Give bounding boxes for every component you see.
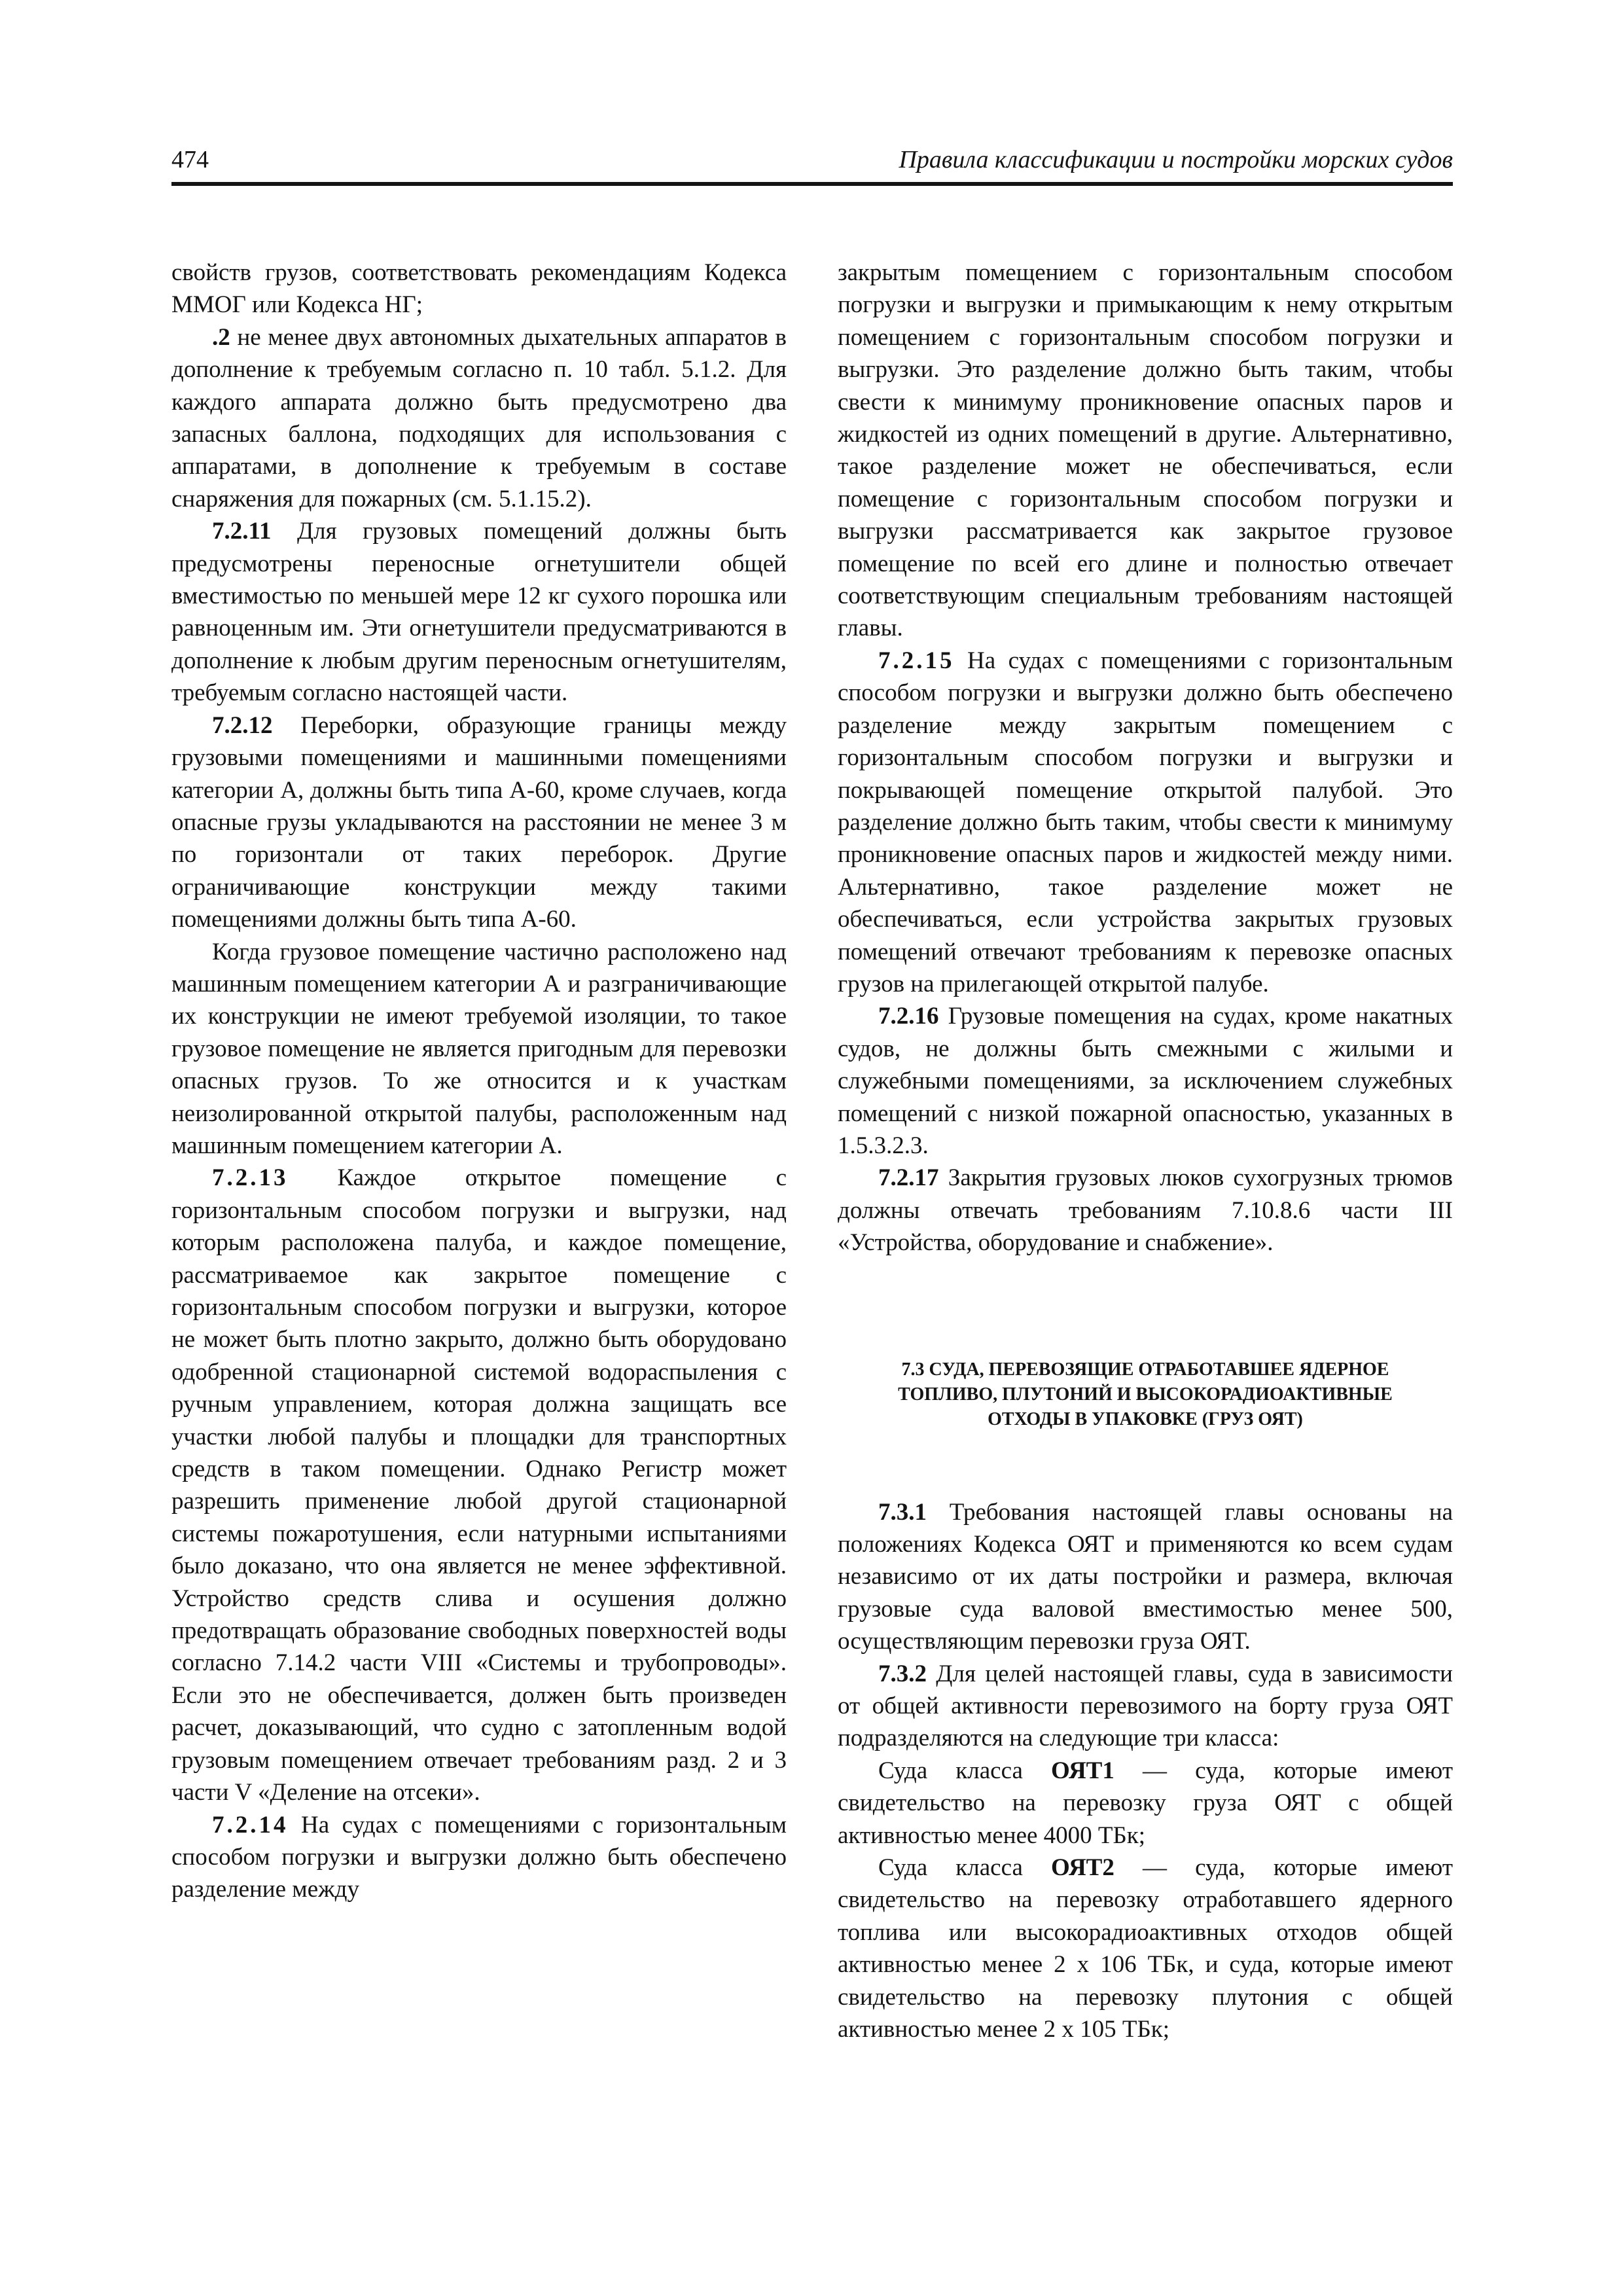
- paragraph-text: Суда класса: [878, 1854, 1052, 1882]
- paragraph: [838, 1658, 1453, 1755]
- page-header: [171, 143, 1453, 186]
- clause-number: 7.2.12: [212, 711, 273, 739]
- page-number: 474: [171, 146, 209, 173]
- paragraph: [838, 1162, 1453, 1259]
- paragraph-text: — суда, которые имеют свидетельство на перевозку отработавшего ядерного топлива или высокорадиоактивных отходов общей активностью менее 2 х 106 ТБк, и суда, которые имеют свидетельство на перевозку плутония с общей активностью менее 2 х 105 ТБк;: [838, 1854, 1453, 2043]
- paragraph: [171, 321, 787, 515]
- paragraph: [171, 936, 787, 1162]
- paragraph-text: Требования настоящей главы основаны на положениях Кодекса ОЯТ и применяются ко всем судам независимо от их даты постройки и размера, включая грузовые суда валовой вместимостью менее 500, осуществляющим перевозки груза ОЯТ.: [838, 1498, 1453, 1655]
- class-name: ОЯТ1: [1051, 1757, 1115, 1784]
- paragraph-text: — суда, которые имеют свидетельство на перевозку груза ОЯТ с общей активностью менее 4000 ТБк;: [838, 1757, 1453, 1849]
- section-title-line: ТОПЛИВО, ПЛУТОНИЙ И ВЫСОКОРАДИОАКТИВНЫЕ: [898, 1384, 1393, 1405]
- clause-number: 7.2.15: [878, 647, 955, 674]
- paragraph: [838, 1496, 1453, 1658]
- paragraph-text: не менее двух автономных дыхательных аппаратов в дополнение к требуемым согласно п. 10 табл. 5.1.2. Для каждого аппарата должно быть предусмотрено два запасных баллона, подходящих для использования с аппаратами, в дополнение к требуемым в составе снаряжения для пожарных (см. 5.1.15.2).: [171, 323, 787, 512]
- right-column: [838, 257, 1453, 2046]
- paragraph: [838, 645, 1453, 1000]
- paragraph-text: На судах с помещениями с горизонтальным способом погрузки и выгрузки должно быть обеспечено разделение между закрытым помещением с горизонтальным способом погрузки и выгрузки и покрывающей помещение открытой палубой. Это разделение должно быть таким, чтобы свести к минимуму проникновение опасных паров и жидкостей между ними. Альтернативно, такое разделение может не обеспечиваться, если устройства закрытых грузовых помещений отвечают требованиям к перевозке опасных грузов на прилегающей открытой палубе.: [838, 647, 1453, 997]
- class-name: ОЯТ2: [1051, 1854, 1115, 1882]
- paragraph: [838, 1000, 1453, 1162]
- clause-number: 7.2.14: [212, 1811, 289, 1839]
- clause-number: 7.2.17: [878, 1164, 939, 1192]
- section-title-line: ОТХОДЫ В УПАКОВКЕ (ГРУЗ ОЯТ): [988, 1408, 1303, 1429]
- paragraph-text: Каждое открытое помещение с горизонтальным способом погрузки и выгрузки, над которым расположена палуба, и каждое помещение, рассматриваемое как закрытое помещение с горизонтальным способом погрузки и выгрузки, которое не может быть плотно закрыто, должно быть оборудовано одобренной стационарной системой водораспыления с ручным управлением, которая должна защищать все участки любой палубы и площадки для транспортных средств в таком помещении. Однако Регистр может разрешить применение любой другой стационарной системы пожаротушения, если натурными испытаниями было доказано, что она является не менее эффективной. Устройство средств слива и осушения должно предотвращать образование свободных поверхностей воды согласно 7.14.2 части VIII «Системы и трубопроводы». Если это не обеспечивается, должен быть произведен расчет, доказывающий, что судно с затопленным водой грузовым помещением отвечает требованиям разд. 2 и 3 части V «Деление на отсеки».: [171, 1164, 787, 1806]
- paragraph-text: свойств грузов, соответствовать рекомендациям Кодекса ММОГ или Кодекса НГ;: [171, 259, 787, 319]
- paragraph: [838, 257, 1453, 645]
- running-title: Правила классификации и постройки морских судов: [899, 146, 1453, 173]
- section-title-line: 7.3 СУДА, ПЕРЕВОЗЯЩИЕ ОТРАБОТАВШЕЕ ЯДЕРНОЕ: [901, 1359, 1389, 1380]
- paragraph-text: Переборки, образующие границы между грузовыми помещениями и машинными помещениями категории А, должны быть типа А-60, кроме случаев, когда опасные грузы укладываются на расстоянии не менее 3 м по горизонтали от таких переборок. Другие ограничивающие конструкции между такими помещениями должны быть типа А-60.: [171, 711, 787, 933]
- paragraph: [171, 1809, 787, 1906]
- clause-number: 7.3.1: [878, 1498, 927, 1526]
- paragraph-text: Для целей настоящей главы, суда в зависимости от общей активности перевозимого на борту груза ОЯТ подразделяются на следующие три класса:: [838, 1660, 1453, 1752]
- left-column: [171, 257, 787, 1906]
- paragraph-text: Суда класса: [878, 1757, 1052, 1784]
- paragraph-text: Закрытия грузовых люков сухогрузных трюмов должны отвечать требованиям 7.10.8.6 части III «Устройства, оборудование и снабжение».: [838, 1164, 1453, 1257]
- paragraph-text: закрытым помещением с горизонтальным способом погрузки и выгрузки и примыкающим к нему открытым помещением с горизонтальным способом погрузки и выгрузки. Это разделение должно быть таким, чтобы свести к минимуму проникновение опасных паров и жидкостей из одних помещений в другие. Альтернативно, такое разделение может не обеспечиваться, если помещение с горизонтальным способом погрузки и выгрузки рассматривается как закрытое грузовое помещение по всей его длине и полностью отвечает соответствующим специальным требованиям настоящей главы.: [838, 259, 1453, 642]
- clause-number: 7.2.13: [212, 1164, 289, 1192]
- paragraph: [171, 257, 787, 321]
- paragraph: [171, 1162, 787, 1808]
- paragraph-text: Грузовые помещения на судах, кроме накатных судов, не должны быть смежными с жилыми и служебными помещениями, за исключением служебных помещений с низкой пожарной опасностью, указанных в 1.5.3.2.3.: [838, 1003, 1453, 1159]
- paragraph-text: На судах с помещениями с горизонтальным способом погрузки и выгрузки должно быть обеспечено разделение между: [171, 1811, 787, 1903]
- paragraph: [171, 515, 787, 709]
- paragraph-text: Когда грузовое помещение частично расположено над машинным помещением категории А и разграничивающие их конструкции не имеют требуемой изоляции, то такое грузовое помещение не является пригодным для перевозки опасных грузов. То же относится и к участкам неизолированной открытой палубы, расположенным над машинным помещением категории А.: [171, 938, 787, 1159]
- section-title: [838, 1357, 1453, 1432]
- clause-number: 7.3.2: [878, 1660, 927, 1687]
- paragraph: [838, 1755, 1453, 1852]
- clause-number: 7.2.11: [212, 518, 272, 545]
- item-number: .2: [212, 323, 230, 351]
- paragraph: [171, 709, 787, 936]
- paragraph-text: Для грузовых помещений должны быть предусмотрены переносные огнетушители общей вместимостью по меньшей мере 12 кг сухого порошка или равноценным им. Эти огнетушители предусматриваются в дополнение к любым другим переносным огнетушителям, требуемым согласно настоящей части.: [171, 518, 787, 707]
- paragraph: [838, 1852, 1453, 2045]
- clause-number: 7.2.16: [878, 1003, 939, 1030]
